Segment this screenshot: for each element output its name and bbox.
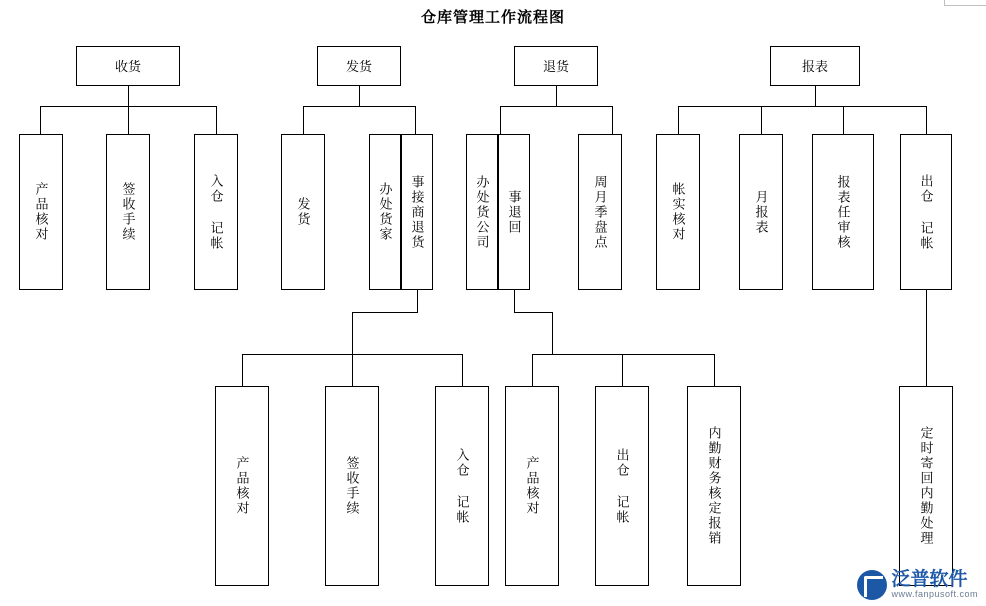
node-shituihui[interactable] bbox=[498, 134, 530, 290]
node-label: 报表 bbox=[801, 58, 828, 74]
node-label: 发货 bbox=[345, 58, 372, 74]
node-label: 入仓 记帐 bbox=[454, 447, 470, 525]
edge-baobiao-drop-4 bbox=[926, 106, 927, 134]
node-shouhuo[interactable] bbox=[76, 46, 180, 86]
node-zhangshi-hedui[interactable] bbox=[656, 134, 700, 290]
node-baobiao-renshenhe[interactable] bbox=[812, 134, 874, 290]
page-title: 仓库管理工作流程图 bbox=[420, 9, 565, 26]
node-dingshi-jihui-neiqin-chuli[interactable] bbox=[899, 386, 953, 586]
edge-baobiao-drop-2 bbox=[761, 106, 762, 134]
brand-mark-icon bbox=[857, 570, 887, 600]
edge-tuihuo-drop-2 bbox=[612, 106, 613, 134]
node-banchu-huogongsi[interactable] bbox=[466, 134, 498, 290]
node-label: 报表任审核 bbox=[835, 174, 851, 250]
node-fahuo[interactable] bbox=[317, 46, 401, 86]
node-shijie-shangtuihuo[interactable] bbox=[401, 134, 433, 290]
node-tuihuo[interactable] bbox=[514, 46, 598, 86]
node-yuebaobiao[interactable] bbox=[739, 134, 783, 290]
node-rucang-jizhang-1[interactable] bbox=[194, 134, 238, 290]
node-chanpin-hedui-2[interactable] bbox=[215, 386, 269, 586]
edge-shangtui-drop-2 bbox=[352, 354, 353, 386]
edge-fahuo-drop-1 bbox=[303, 106, 304, 134]
node-label: 签收手续 bbox=[344, 456, 360, 516]
node-baobiao[interactable] bbox=[770, 46, 860, 86]
brand-url: www.fanpusoft.com bbox=[891, 589, 978, 600]
node-label: 入仓 记帐 bbox=[208, 173, 224, 251]
edge-tuihui-drop-2 bbox=[622, 354, 623, 386]
node-label: 出仓 记帐 bbox=[614, 447, 630, 525]
edge-fahuo-bus bbox=[303, 106, 415, 107]
edge-fahuo-drop-2 bbox=[415, 106, 416, 134]
node-label: 周月季盘点 bbox=[592, 174, 608, 250]
edge-tuihui-stem bbox=[514, 290, 515, 312]
node-fahuo-2[interactable] bbox=[281, 134, 325, 290]
node-qianshou-shouxu-2[interactable] bbox=[325, 386, 379, 586]
edge-shangtui-drop-1 bbox=[242, 354, 243, 386]
node-chucang-jizhang-1[interactable] bbox=[900, 134, 952, 290]
node-label: 产品核对 bbox=[524, 456, 540, 516]
edge-shouhuo-drop-2 bbox=[128, 106, 129, 134]
node-label: 签收手续 bbox=[120, 182, 136, 242]
node-qianshou-shouxu-1[interactable] bbox=[106, 134, 150, 290]
node-rucang-jizhang-2[interactable] bbox=[435, 386, 489, 586]
edge-tuihui-drop-3 bbox=[714, 354, 715, 386]
brand-text bbox=[891, 570, 978, 599]
brand-name-cn: 泛普软件 bbox=[891, 569, 968, 591]
edge-shouhuo-drop-1 bbox=[40, 106, 41, 134]
edge-tuihui-drop-1 bbox=[532, 354, 533, 386]
edge-shangtui-down bbox=[352, 312, 353, 354]
edge-baobiao-stem bbox=[815, 86, 816, 106]
edge-tuihuo-stem bbox=[556, 86, 557, 106]
node-label: 办处货公司 bbox=[474, 174, 490, 250]
node-label: 办处货家 bbox=[377, 182, 393, 242]
node-label: 事接商退货 bbox=[409, 174, 425, 250]
edge-shangtui-drop-3 bbox=[462, 354, 463, 386]
edge-tuihuo-drop-1 bbox=[500, 106, 501, 134]
node-label: 退货 bbox=[542, 58, 569, 74]
node-label: 产品核对 bbox=[234, 456, 250, 516]
node-neiqin-caiwu-hedingbaoxiao[interactable] bbox=[687, 386, 741, 586]
edge-baobiao-drop-3 bbox=[843, 106, 844, 134]
edge-shangtui-elbow bbox=[352, 312, 418, 313]
node-label: 产品核对 bbox=[33, 182, 49, 242]
node-chanpin-hedui-1[interactable] bbox=[19, 134, 63, 290]
node-label: 事退回 bbox=[506, 189, 522, 235]
edge-tuihui-elbow bbox=[514, 312, 552, 313]
node-label: 出仓 记帐 bbox=[918, 173, 934, 251]
node-zhouyuejipandian[interactable] bbox=[578, 134, 622, 290]
edge-tuihui-down bbox=[552, 312, 553, 354]
brand-logo bbox=[857, 570, 978, 600]
node-chucang-jizhang-2[interactable] bbox=[595, 386, 649, 586]
node-label: 帐实核对 bbox=[670, 182, 686, 242]
edge-tuihuo-bus bbox=[500, 106, 612, 107]
node-label: 月报表 bbox=[753, 189, 769, 235]
edge-shouhuo-stem bbox=[128, 86, 129, 106]
node-label: 发货 bbox=[295, 197, 311, 227]
node-label: 收货 bbox=[114, 58, 141, 74]
edge-shangtui-stem bbox=[417, 290, 418, 312]
edge-fahuo-stem bbox=[359, 86, 360, 106]
node-banchu-huojia[interactable] bbox=[369, 134, 401, 290]
node-label: 定时寄回内勤处理 bbox=[918, 426, 934, 546]
edge-shouhuo-drop-3 bbox=[216, 106, 217, 134]
edge-baobiao-drop-1 bbox=[678, 106, 679, 134]
node-label: 内勤财务核定报销 bbox=[706, 426, 722, 546]
edge-tuihui-bus bbox=[532, 354, 714, 355]
node-chanpin-hedui-3[interactable] bbox=[505, 386, 559, 586]
edge-chucang-to-dingshi bbox=[926, 290, 927, 386]
edge-baobiao-bus bbox=[678, 106, 926, 107]
